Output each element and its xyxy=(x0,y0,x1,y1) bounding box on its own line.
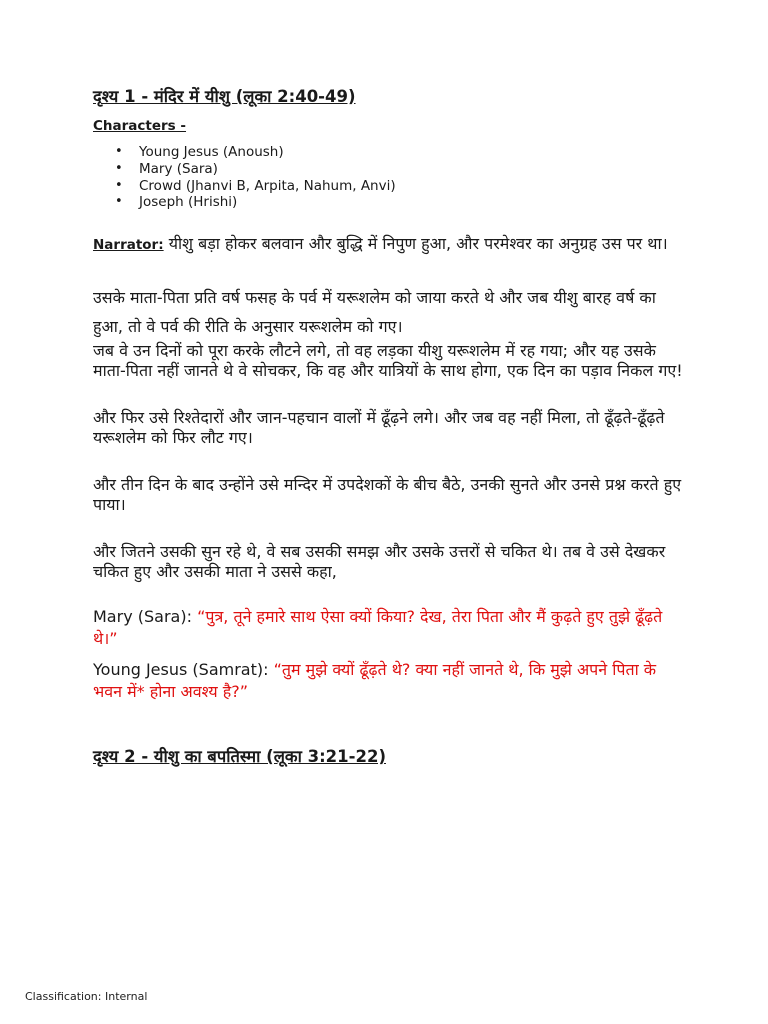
body-paragraph: और तीन दिन के बाद उन्होंने उसे मन्दिर में उपदेशकों के बीच बैठे, उनकी सुनते और उनसे प्रश्न करते हुए पाया। xyxy=(93,475,682,515)
character-item: • Young Jesus (Anoush) xyxy=(139,144,683,161)
body-paragraph: जब वे उन दिनों को पूरा करके लौटने लगे, तो वह लड़का यीशु यरूशलेम में रह गया; और यह उसके माता-पिता नहीं जानते थे वे सोचकर, कि वह और यात्रियों के साथ होगा, एक दिन का पड़ाव निकल गए! xyxy=(93,341,683,381)
classification-footer: Classification: Internal xyxy=(25,990,148,1003)
character-item: • Joseph (Hrishi) xyxy=(139,194,683,211)
dialogue-speaker: Mary (Sara): xyxy=(93,607,192,627)
body-paragraph: और जितने उसकी सुन रहे थे, वे सब उसकी समझ और उसके उत्तरों से चकित थे। तब वे उसे देखकर चकित हुए और उसकी माता ने उससे कहा, xyxy=(93,542,666,582)
characters-label: Characters - xyxy=(93,118,187,134)
characters-list xyxy=(93,144,683,211)
narrator-paragraph xyxy=(93,230,683,259)
narrator-label: Narrator: xyxy=(93,237,164,254)
dialogue-quote: “तुम मुझे क्यों ढूँढ़ते थे? क्या नहीं जानते थे, कि मुझे अपने पिता के भवन में* होना अवश्य है?” xyxy=(93,660,657,702)
dialogue-line xyxy=(93,659,683,703)
dialogue-quote: “पुत्र, तूने हमारे साथ ऐसा क्यों किया? देख, तेरा पिता और मैं कुढ़ते हुए तुझे ढूँढ़ते थे।” xyxy=(93,607,663,649)
document-body xyxy=(93,86,683,768)
body-paragraph: और फिर उसे रिश्तेदारों और जान-पहचान वालों में ढूँढ़ने लगे। और जब वह नहीं मिला, तो ढूँढ़ते-ढूँढ़ते यरूशलेम को फिर लौट गए। xyxy=(93,408,665,448)
scene-2-heading: दृश्य 2 - यीशु का बपतिस्मा (लूका 3:21-22) xyxy=(93,747,386,767)
body-paragraph: उसके माता-पिता प्रति वर्ष फसह के पर्व में यरूशलेम को जाया करते थे और जब यीशु बारह वर्ष का हुआ, तो वे पर्व की रीति के अनुसार यरूशलेम को गए। xyxy=(93,288,656,337)
dialogue-line xyxy=(93,606,683,650)
narrator-text: यीशु बड़ा होकर बलवान और बुद्धि में निपुण हुआ, और परमेश्वर का अनुग्रह उस पर था। xyxy=(168,234,668,254)
dialogue-speaker: Young Jesus (Samrat): xyxy=(93,660,269,680)
character-item: • Crowd (Jhanvi B, Arpita, Nahum, Anvi) xyxy=(139,178,683,195)
scene-1-heading: दृश्य 1 - मंदिर में यीशु (लूका 2:40-49) xyxy=(93,87,356,106)
character-item: • Mary (Sara) xyxy=(139,161,683,178)
